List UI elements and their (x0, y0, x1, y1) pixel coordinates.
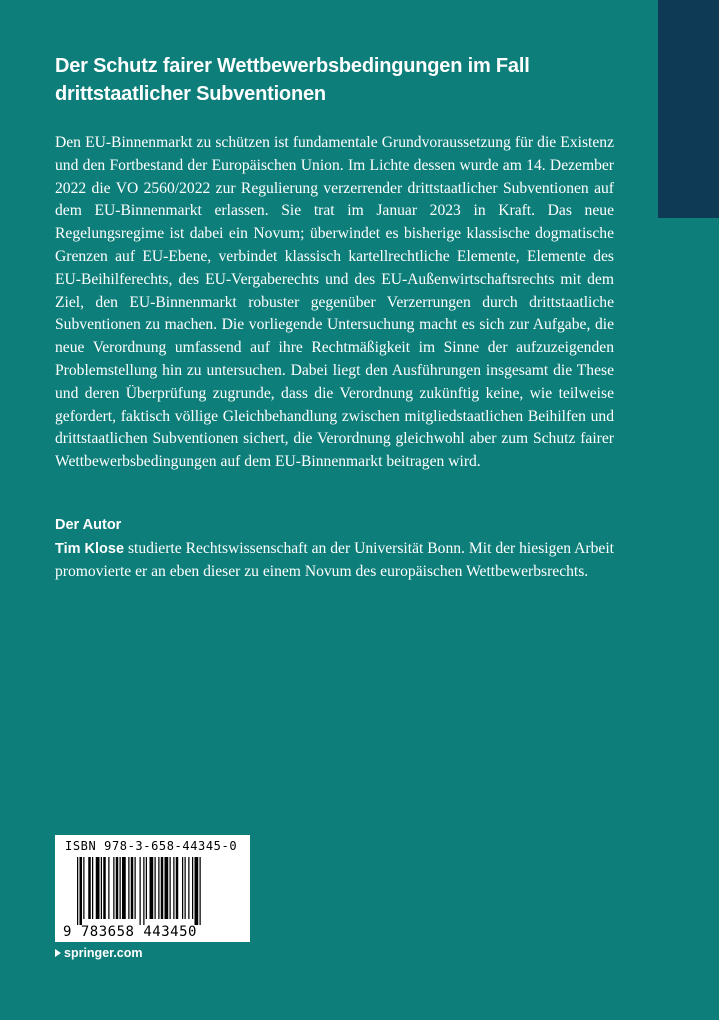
barcode-bar (120, 857, 121, 919)
barcode-bar (161, 857, 164, 919)
barcode-bar (88, 857, 91, 919)
corner-color-tab (658, 0, 719, 218)
barcode-bar (108, 857, 109, 919)
author-bio (55, 538, 614, 584)
publisher-url: springer.com (64, 946, 143, 960)
barcode-bar (143, 857, 144, 925)
barcode-bar (113, 857, 114, 919)
barcode-bar (150, 857, 154, 919)
arrow-right-icon (55, 949, 61, 957)
barcode-bar (80, 857, 83, 925)
book-blurb: Den EU-Binnenmarkt zu schützen ist fundamentale Grundvoraussetzung für die Existenz und den Fortbestand der Europäischen Union. Im Lichte dessen wurde am 14. Dezember 2022 die VO 2560/2022 zur Regulierung verzerrender drittstaatlicher Subventionen auf dem EU-Binnenmarkt erlassen. Sie trat im Januar 2023 in Kraft. Das neue Regelungsregime ist dabei ein Novum; überwindet es bisherige klassische dogmatische Grenzen auf EU-Ebene, verbindet klassisch kartellrechtliche Elemente, Elemente des EU-Beihilferechts, des EU-Vergaberechts und des EU-Außenwirtschaftsrechts mit dem Ziel, den EU-Binnenmarkt robuster gegenüber Verzerrungen durch drittstaatliche Subventionen zu machen. Die vorliegende Untersuchung macht es sich zur Aufgabe, die neue Verordnung umfassend auf ihre Rechtmäßigkeit im Sinne der aufzuzeigenden Problemstellung hin zu untersuchen. Dabei liegt den Ausführungen insgesamt die These und deren Überprüfung zugrunde, dass die Verordnung zukünftig keine, wie teilweise gefordert, faktisch völlige Gleichbehandlung zwischen mitgliedstaatlichen Beihilfen und drittstaatlichen Subventionen sichert, die Verordnung gleichwohl aber zum Schutz fairer Wettbewerbsbedingungen auf dem EU-Binnenmarkt beitragen wird. (55, 134, 614, 471)
barcode-bar (122, 857, 126, 919)
barcode-bar (77, 857, 78, 925)
barcode-bar (170, 857, 171, 919)
barcode-bar (195, 857, 199, 925)
publisher-logo[interactable] (55, 946, 143, 960)
barcode-bar (140, 857, 141, 925)
barcode-bar (135, 857, 136, 919)
isbn-label: ISBN 978-3-658-44345-0 (65, 839, 238, 853)
barcode-bar (128, 857, 129, 919)
barcode-bar (116, 857, 119, 919)
isbn-barcode (55, 835, 250, 942)
barcode-bar (192, 857, 193, 919)
barcode-bar (92, 857, 93, 919)
barcode-bar (101, 857, 102, 919)
barcode-digits: 9 783658 443450 (63, 924, 197, 940)
barcode-bar (158, 857, 159, 919)
barcode-bar (173, 857, 174, 919)
barcode-bar (182, 857, 183, 919)
barcode-bar (96, 857, 100, 919)
barcode-bar (176, 857, 179, 919)
author-name: Tim Klose (55, 541, 125, 557)
barcode-bar (83, 857, 84, 919)
author-heading: Der Autor (55, 517, 122, 533)
barcode-icon (55, 835, 250, 942)
back-cover-title: Der Schutz fairer Wettbewerbsbedingungen im Fall drittstaatlicher Subventionen (55, 55, 530, 105)
barcode-bar (146, 857, 147, 919)
barcode-bar (103, 857, 106, 919)
barcode-bar (155, 857, 156, 919)
barcode-bar (165, 857, 169, 919)
barcode-bar (131, 857, 134, 919)
barcode-bar (188, 857, 189, 919)
author-bio-text: studierte Rechtswissenschaft an der Universität Bonn. Mit der hiesigen Arbeit promovierte er an eben dieser zu einem Novum des europäischen Wettbewerbsrechts. (55, 540, 614, 580)
barcode-bar (185, 857, 186, 919)
barcode-bar (200, 857, 201, 925)
